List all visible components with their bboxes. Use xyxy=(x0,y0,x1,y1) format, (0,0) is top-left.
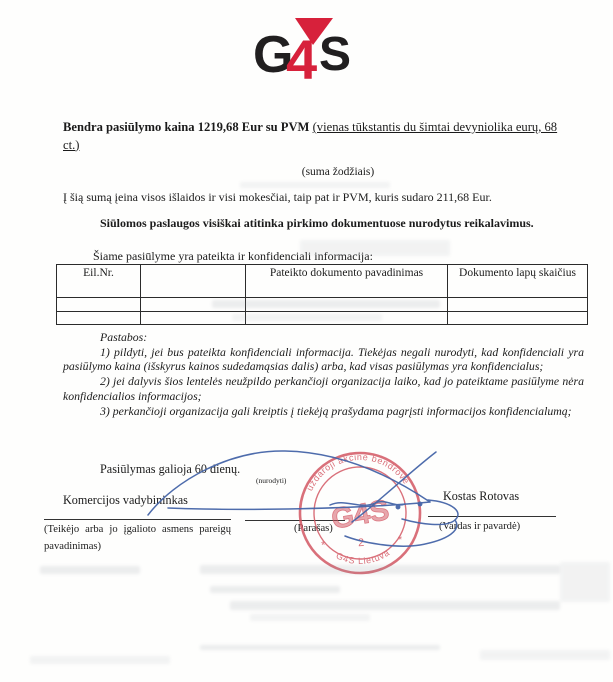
bleedthrough-artifact xyxy=(200,645,440,650)
stamp-center-logo: G4S xyxy=(328,494,392,536)
bleedthrough-artifact xyxy=(480,650,610,660)
header-document-name: Pateikto dokumento pavadinimas xyxy=(246,265,448,298)
bleedthrough-artifact xyxy=(560,562,610,602)
bleedthrough-artifact xyxy=(200,565,560,574)
logo-letter-g: G xyxy=(253,26,294,84)
price-paragraph xyxy=(63,119,585,154)
includes-sentence: Į šią sumą įeina visos išlaidos ir visi mokesčiai, taip pat ir PVM, kuris sudaro 211,68 Eur. xyxy=(63,190,492,204)
note-item-3: 3) perkančioji organizacija gali kreiptis į tiekėją prašydama pagrįsti informacijos konfidencialumą; xyxy=(100,403,572,418)
signature-ink-dot xyxy=(418,502,421,505)
header-eil-nr: Eil.Nr. xyxy=(57,265,141,298)
confidential-intro: Šiame pasiūlyme yra pateikta ir konfidenciali informacija: xyxy=(93,249,373,263)
signer-name: Kostas Rotovas xyxy=(443,489,520,503)
note-item-2: 2) jei dalyvis šios lentelės neužpildo perkančioji organizacija laiko, kad jo pateiktame pasiūlyme nėra konfidencialios informacijos; xyxy=(63,374,584,403)
bleedthrough-artifact xyxy=(30,656,170,664)
note-item-1: 1) pildyti, jei bus pateikta konfidenciali informacija. Tiekėjas negali nurodyti, kad konfidenciali yra pasiūlymo kaina (išskyrus kainos sudedamąsias dalis) arba, kad visas pasiūlymas yra konfidencialus; xyxy=(63,344,584,374)
validity-sentence: Pasiūlymas galioja 60 dienų. xyxy=(100,462,241,476)
bleedthrough-artifact xyxy=(250,614,370,621)
price-words-line1: (vienas tūkstantis du šimtai devyniolika eurų, 68 xyxy=(312,120,558,134)
signer-position: Komercijos vadybininkas xyxy=(63,493,188,507)
table-header-row xyxy=(57,265,588,298)
stamp-number: 2 xyxy=(357,536,365,550)
stamp-star-left: * xyxy=(320,539,326,552)
logo-digit-4: 4 xyxy=(286,28,318,87)
bleedthrough-artifact xyxy=(40,566,140,574)
bleedthrough-artifact xyxy=(230,601,560,610)
price-sentence-bold: Bendra pasiūlymo kaina 1219,68 Eur su PVM xyxy=(63,120,310,134)
bleedthrough-artifact xyxy=(300,240,450,256)
bleedthrough-artifact xyxy=(232,314,382,321)
sum-in-words-caption: (suma žodžiais) xyxy=(301,166,375,178)
bleedthrough-artifact xyxy=(212,300,440,308)
stamp-bottom-arc-text: G4S Lietuva xyxy=(334,547,392,567)
notes-block xyxy=(63,330,584,418)
right-signature-caption: (Vardas ir pavardė) xyxy=(439,521,521,532)
g4s-logo xyxy=(253,15,361,87)
header-page-count: Dokumento lapų skaičius xyxy=(448,265,588,298)
stamp-top-arc-text: uždaroji akcinė bendrovė xyxy=(304,451,412,493)
handwritten-signature xyxy=(120,440,480,560)
bleedthrough-artifact xyxy=(210,586,340,593)
stamp-star-right: * xyxy=(397,534,403,547)
left-signature-caption: (Teikėjo arba jo įgalioto asmens pareigų pavadinimas) xyxy=(44,524,231,552)
header-blank xyxy=(141,265,246,298)
signature-stroke-zigzag xyxy=(330,502,405,506)
center-signature-caption: (Parašas) xyxy=(294,523,333,534)
notes-title: Pastabos: xyxy=(100,330,148,344)
validity-note: (nurodyti) xyxy=(256,476,287,485)
bleedthrough-artifact xyxy=(240,182,390,188)
price-words-line2: ct.) xyxy=(63,137,80,152)
signature-ink-dot xyxy=(396,505,399,508)
compliance-sentence: Siūlomos paslaugos visiškai atitinka pirkimo dokumentuose nurodytus reikalavimus. xyxy=(100,216,534,230)
logo-letter-s: S xyxy=(319,28,352,81)
signature-stroke-diagonal xyxy=(352,452,436,522)
